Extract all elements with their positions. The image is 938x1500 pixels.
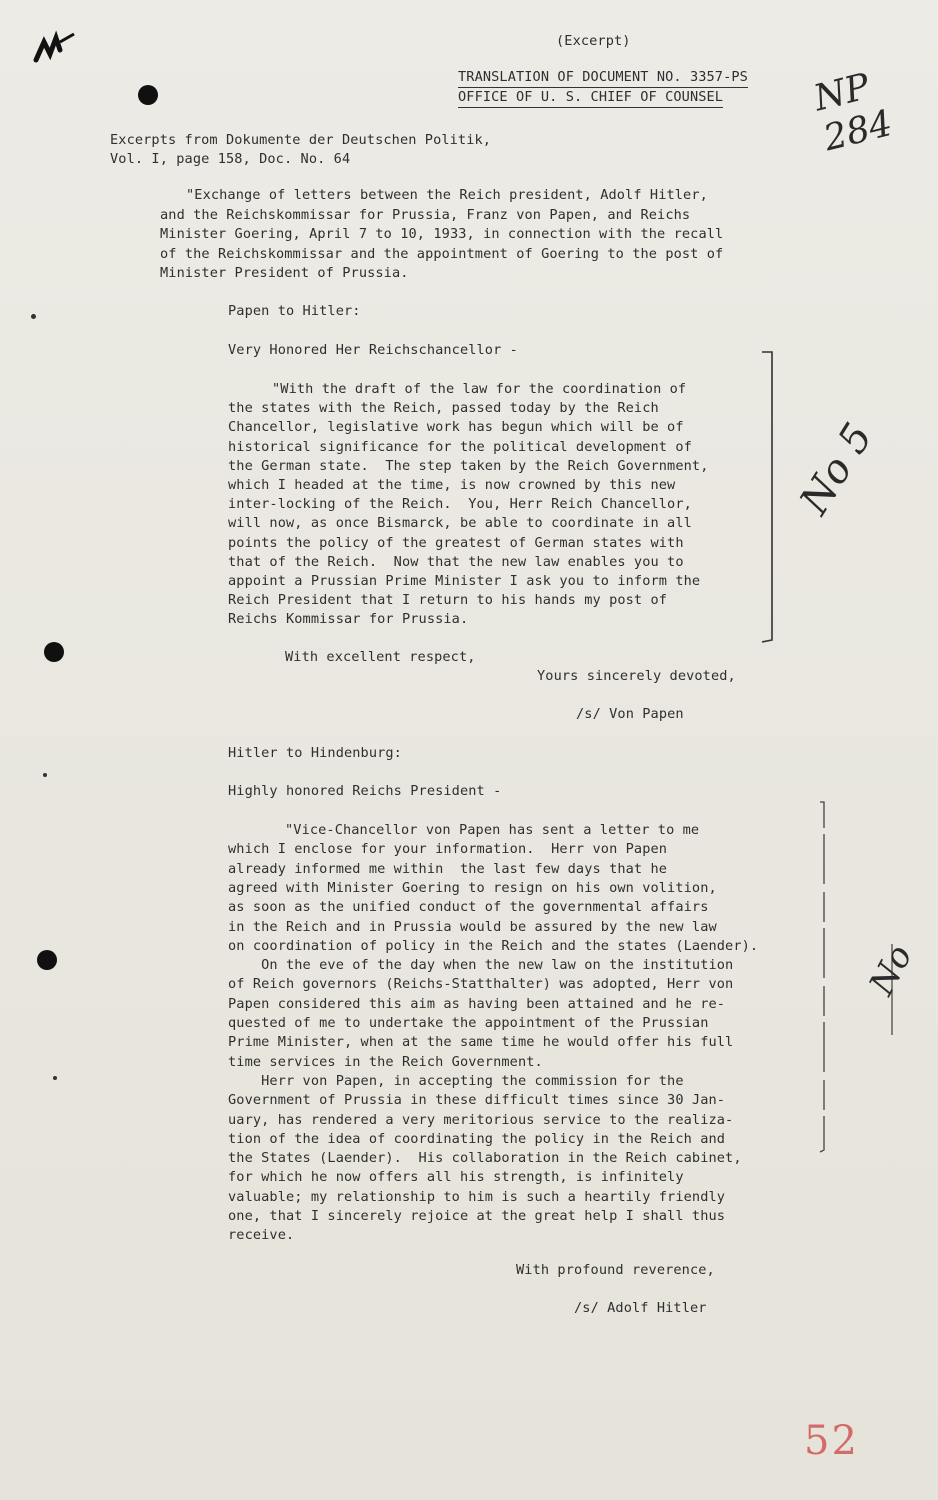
- speck: [31, 314, 36, 319]
- letter2-signature: /s/ Adolf Hitler: [574, 1300, 707, 1316]
- margin-note-2: No: [861, 938, 921, 1002]
- intro-line: Minister Goering, April 7 to 10, 1933, in connection with the recall: [160, 226, 724, 242]
- page-number-stamp: 52: [804, 1418, 859, 1464]
- letter2-body-line: agreed with Minister Goering to resign on his own volition,: [228, 879, 717, 896]
- letter2-body-line: "Vice-Chancellor von Papen has sent a letter to me: [285, 822, 700, 838]
- letter1-signature: /s/ Von Papen: [576, 706, 684, 722]
- letter2-body-line: which I enclose for your information. Herr von Papen: [228, 841, 668, 858]
- letter2-body-line: in the Reich and in Prussia would be assured by the new law: [228, 918, 717, 935]
- margin-bracket-1: [760, 350, 780, 650]
- margin-note-1: No 5: [791, 415, 882, 523]
- letter1-body-line: which I headed at the time, is now crowned by this new: [228, 477, 676, 493]
- letter2-body-line: uary, has rendered a very meritorious service to the realiza-: [228, 1111, 734, 1128]
- letter1-body-line: "With the draft of the law for the coordination of: [272, 381, 687, 397]
- letter1-body-line: appoint a Prussian Prime Minister I ask you to inform the: [228, 573, 701, 589]
- letter1-body-line: will now, as once Bismarck, be able to coordinate in all: [228, 515, 692, 532]
- margin-bracket-2: [816, 800, 836, 1160]
- corner-scribble-icon: [30, 20, 80, 70]
- punch-hole-middle: [44, 642, 64, 662]
- letter2-body-line: for which he now offers all his strength, is infinitely: [228, 1169, 684, 1186]
- letter1-body-line: historical significance for the political development of: [228, 438, 692, 455]
- intro-line: "Exchange of letters between the Reich president, Adolf Hitler,: [186, 187, 708, 203]
- letter1-body-line: the states with the Reich, passed today by the Reich: [228, 400, 659, 417]
- translation-line: TRANSLATION OF DOCUMENT NO. 3357-PS: [458, 68, 748, 88]
- letter1-body-line: Chancellor, legislative work has begun which will be of: [228, 419, 684, 436]
- letter2-body-line: tion of the idea of coordinating the policy in the Reich and: [228, 1130, 726, 1147]
- speck: [43, 773, 47, 777]
- letter2-body-line: Prime Minister, when at the same time he would offer his full: [228, 1034, 734, 1051]
- letter1-heading: Papen to Hitler:: [228, 303, 361, 319]
- intro-line: of the Reichskommissar and the appointment of Goering to the post of: [160, 245, 724, 262]
- intro-line: Minister President of Prussia.: [160, 265, 409, 281]
- letter2-body-line: On the eve of the day when the new law on the institution: [228, 957, 734, 974]
- letter2-body-line: on coordination of policy in the Reich and the states (Laender).: [228, 937, 759, 954]
- letter2-body-line: Government of Prussia in these difficult times since 30 Jan-: [228, 1092, 726, 1109]
- letter2-body-line: Herr von Papen, in accepting the commission for the: [228, 1072, 684, 1089]
- punch-hole-bottom: [37, 950, 57, 970]
- office-line: OFFICE OF U. S. CHIEF OF COUNSEL: [458, 88, 723, 108]
- letter2-closing: With profound reverence,: [516, 1262, 715, 1278]
- excerpt-label: (Excerpt): [556, 33, 631, 49]
- letter1-closing-devoted: Yours sincerely devoted,: [537, 668, 736, 684]
- letter2-body-line: one, that I sincerely rejoice at the great help I shall thus: [228, 1208, 726, 1224]
- letter1-body-line: Reich President that I return to his hands my post of: [228, 592, 668, 609]
- source-line-1: Excerpts from Dokumente der Deutschen Politik,: [110, 132, 492, 148]
- letter1-body-line: Reichs Kommissar for Prussia.: [228, 611, 469, 628]
- letter2-body-line: quested of me to undertake the appointment of the Prussian: [228, 1015, 709, 1031]
- letter2-heading: Hitler to Hindenburg:: [228, 745, 402, 761]
- source-line-2: Vol. I, page 158, Doc. No. 64: [110, 151, 351, 167]
- letter2-body-line: valuable; my relationship to him is such a heartily friendly: [228, 1188, 726, 1205]
- intro-line: and the Reichskommissar for Prussia, Franz von Papen, and Reichs: [160, 206, 691, 223]
- letter1-body-line: the German state. The step taken by the Reich Government,: [228, 457, 709, 474]
- letter2-body-line: receive.: [228, 1227, 295, 1244]
- letter2-body-line: as soon as the unified conduct of the governmental affairs: [228, 899, 709, 916]
- letter2-body-line: the States (Laender). His collaboration in the Reich cabinet,: [228, 1150, 742, 1167]
- letter2-body-line: already informed me within the last few days that he: [228, 860, 668, 877]
- letter2-body-line: time services in the Reich Government.: [228, 1053, 543, 1070]
- letter1-body-line: that of the Reich. Now that the new law enables you to: [228, 553, 684, 570]
- letter2-body-line: of Reich governors (Reichs-Statthalter) was adopted, Herr von: [228, 976, 734, 993]
- letter1-body-line: inter-locking of the Reich. You, Herr Reich Chancellor,: [228, 496, 692, 513]
- punch-hole-top: [138, 85, 158, 105]
- letter1-body-line: points the policy of the greatest of German states with: [228, 534, 684, 551]
- letter2-salutation: Highly honored Reichs President -: [228, 783, 502, 799]
- letter1-salutation: Very Honored Her Reichschancellor -: [228, 342, 518, 358]
- letter1-closing-respect: With excellent respect,: [285, 649, 476, 665]
- letter2-body-line: Papen considered this aim as having been attained and he re-: [228, 995, 726, 1012]
- handwritten-folio-number: NP 284: [809, 66, 897, 160]
- speck: [53, 1076, 57, 1080]
